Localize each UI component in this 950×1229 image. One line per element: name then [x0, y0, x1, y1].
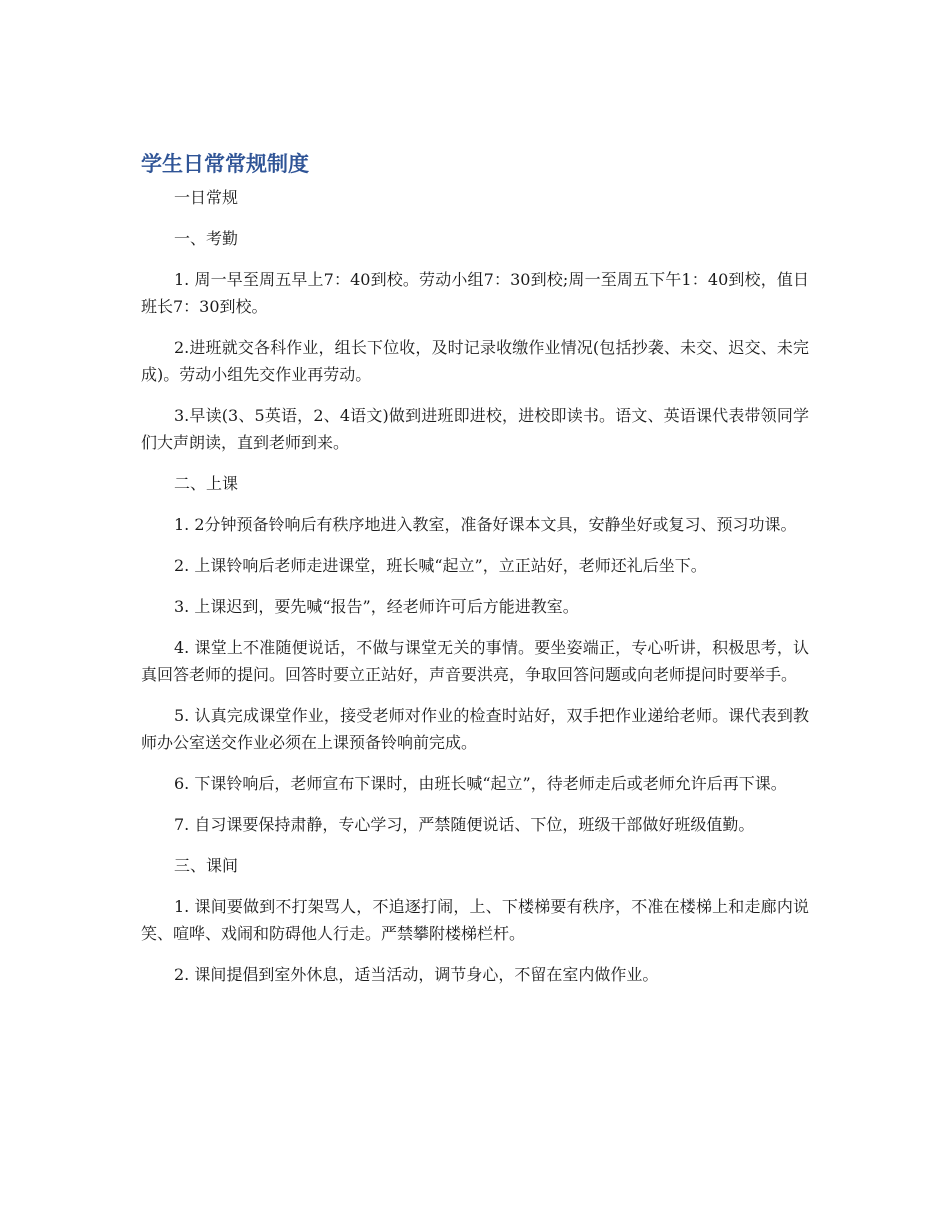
section-daily-routine: 一日常规: [174, 188, 239, 207]
class-rule-6: 6. 下课铃响后，老师宣布下课时，由班长喊“起立”，待老师走后或老师允许后再下课。: [174, 774, 787, 793]
attendance-rule-2: 2.进班就交各科作业，组长下位收，及时记录收缴作业情况(包括抄袭、未交、迟交、未完成)。劳动小组先交作业再劳动。: [141, 338, 809, 384]
class-rule-1: 1. 2分钟预备铃响后有秩序地进入教室，准备好课本文具，安静坐好或复习、预习功课。: [174, 515, 797, 534]
section-break-heading: 三、课间: [174, 856, 239, 875]
section-class-heading: 二、上课: [174, 474, 239, 493]
class-rule-7: 7. 自习课要保持肃静，专心学习，严禁随便说话、下位，班级干部做好班级值勤。: [174, 815, 755, 834]
class-rule-5: 5. 认真完成课堂作业，接受老师对作业的检查时站好，双手把作业递给老师。课代表到教师办公室送交作业必须在上课预备铃响前完成。: [141, 706, 809, 752]
class-rule-4: 4. 课堂上不准随便说话，不做与课堂无关的事情。要坐姿端正，专心听讲，积极思考，认真回答老师的提问。回答时要立正站好，声音要洪亮，争取回答问题或向老师提问时要举手。: [141, 638, 809, 684]
attendance-rule-3: 3.早读(3、5英语，2、4语文)做到进班即进校，进校即读书。语文、英语课代表带领同学们大声朗读，直到老师到来。: [141, 406, 809, 452]
break-rule-1: 1. 课间要做到不打架骂人，不追逐打闹，上、下楼梯要有秩序，不准在楼梯上和走廊内说笑、喧哗、戏闹和防碍他人行走。严禁攀附楼梯栏杆。: [141, 897, 809, 943]
class-rule-3: 3. 上课迟到，要先喊“报告”，经老师许可后方能进教室。: [174, 597, 579, 616]
section-attendance-heading: 一、考勤: [174, 229, 239, 248]
break-rule-2: 2. 课间提倡到室外休息，适当活动，调节身心，不留在室内做作业。: [174, 965, 659, 984]
document-body: [141, 150, 809, 1002]
class-rule-2: 2. 上课铃响后老师走进课堂，班长喊“起立”，立正站好，老师还礼后坐下。: [174, 556, 707, 575]
attendance-rule-1: 1. 周一早至周五早上7：40到校。劳动小组7：30到校;周一至周五下午1：40到校，值日班长7：30到校。: [141, 270, 809, 316]
document-title: 学生日常常规制度: [141, 152, 309, 176]
